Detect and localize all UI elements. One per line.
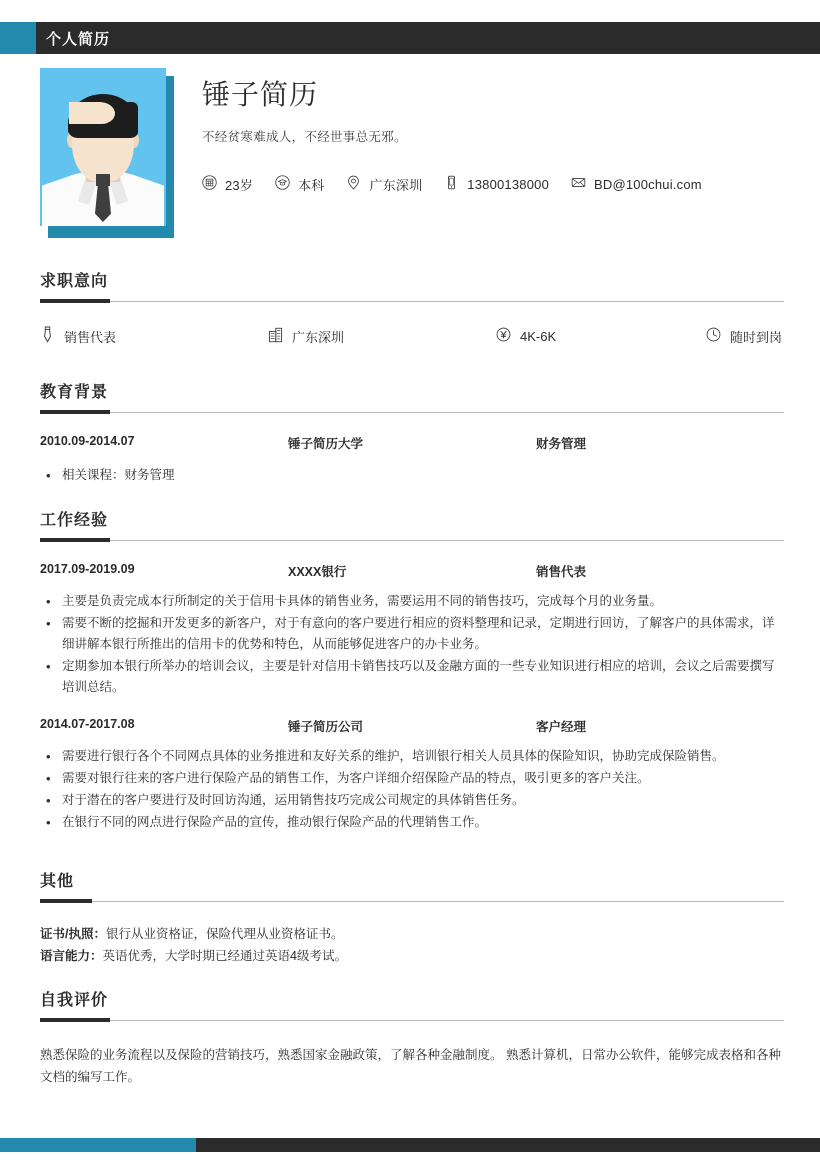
entry-org: 锤子简历公司 bbox=[288, 720, 364, 734]
section-title: 教育背景 bbox=[40, 384, 109, 401]
list-item: • 对于潜在的客户要进行及时回访沟通，运用销售技巧完成公司规定的具体销售任务。 bbox=[40, 790, 784, 811]
section-header bbox=[40, 511, 784, 541]
contact-email bbox=[571, 175, 702, 193]
section-rule-accent bbox=[40, 299, 110, 303]
section-header bbox=[40, 872, 784, 902]
footer-bar bbox=[0, 1138, 820, 1152]
section-education bbox=[40, 383, 784, 487]
education-icon bbox=[275, 175, 290, 193]
section-rule bbox=[40, 540, 784, 541]
entry-bullets bbox=[40, 746, 784, 833]
intent-city bbox=[268, 327, 496, 346]
contact-age-text: 23岁 bbox=[225, 177, 254, 193]
other-line-value: 银行从业资格证，保险代理从业资格证书。 bbox=[105, 927, 344, 941]
footer-accent-block bbox=[0, 1138, 196, 1152]
other-line-key: 语言能力： bbox=[40, 949, 103, 963]
contact-row bbox=[202, 175, 724, 194]
clock-icon bbox=[706, 327, 721, 345]
contact-phone bbox=[444, 175, 549, 193]
section-self-evaluation bbox=[40, 991, 784, 1088]
avatar-hair-sweep bbox=[69, 102, 115, 124]
entry-bullets bbox=[40, 465, 784, 486]
top-banner bbox=[0, 22, 820, 54]
section-rule bbox=[40, 901, 784, 902]
list-item: • 在银行不同的网点进行保险产品的宣传，推动银行保险产品的代理销售工作。 bbox=[40, 812, 784, 833]
contact-location bbox=[346, 175, 422, 194]
entry-org: XXXX银行 bbox=[288, 565, 347, 579]
contact-email-text: BD@100chui.com bbox=[594, 176, 702, 192]
section-header bbox=[40, 383, 784, 413]
section-rule-accent bbox=[40, 1018, 110, 1022]
tie-icon bbox=[40, 326, 55, 346]
section-rule-accent bbox=[40, 899, 92, 903]
contact-education-text: 本科 bbox=[298, 177, 325, 193]
applicant-motto: 不经贫寒难成人，不经世事总无邪。 bbox=[202, 129, 407, 144]
entry-date: 2010.09-2014.07 bbox=[40, 434, 135, 448]
entry-role: 销售代表 bbox=[536, 565, 587, 579]
section-header bbox=[40, 272, 784, 302]
list-item: • 定期参加本银行所举办的培训会议，主要是针对信用卡销售技巧以及金融方面的一些专业知识进行相应的培训，会议之后需要撰写培训总结。 bbox=[40, 656, 784, 698]
other-lines bbox=[40, 923, 784, 967]
building-icon bbox=[268, 327, 283, 346]
contact-location-text: 广东深圳 bbox=[369, 177, 423, 193]
avatar bbox=[40, 68, 170, 234]
section-rule-accent bbox=[40, 538, 110, 542]
section-work-experience bbox=[40, 511, 784, 834]
footer-dark-block bbox=[196, 1138, 820, 1152]
education-entry bbox=[40, 434, 784, 486]
intent-position bbox=[40, 326, 268, 346]
entry-date: 2014.07-2017.08 bbox=[40, 717, 135, 731]
list-item: • 需要不断的挖掘和开发更多的新客户，对于有意向的客户要进行相应的资料整理和记录，定期进行回访，了解客户的具体需求，详细讲解本银行所推出的信用卡的优势和特色，从而能够促进客户的办卡业务。 bbox=[40, 613, 784, 655]
section-rule bbox=[40, 412, 784, 413]
contact-phone-text: 13800138000 bbox=[467, 176, 550, 192]
section-job-intention bbox=[40, 272, 784, 346]
section-title: 自我评价 bbox=[40, 992, 109, 1009]
envelope-icon bbox=[571, 175, 586, 193]
identity-block bbox=[0, 68, 820, 234]
banner-accent-block bbox=[0, 22, 36, 54]
yen-icon bbox=[496, 327, 511, 345]
section-rule bbox=[40, 1020, 784, 1021]
list-item: • 需要进行银行各个不同网点具体的业务推进和友好关系的维护，培训银行相关人员具体的保险知识，协助完成保险销售。 bbox=[40, 746, 784, 767]
section-rule bbox=[40, 301, 784, 302]
section-rule-accent bbox=[40, 410, 110, 414]
list-item: • 相关课程：财务管理 bbox=[40, 465, 784, 486]
section-title: 求职意向 bbox=[40, 273, 109, 290]
banner-bar bbox=[36, 22, 820, 54]
list-item: • 需要对银行往来的客户进行保险产品的销售工作，为客户详细介绍保险产品的特点，吸引更多的客户关注。 bbox=[40, 768, 784, 789]
entry-org: 锤子简历大学 bbox=[288, 437, 364, 451]
section-other bbox=[40, 872, 784, 967]
applicant-name: 锤子简历 bbox=[202, 79, 319, 110]
entry-header bbox=[40, 717, 784, 735]
self-evaluation-text: 熟悉保险的业务流程以及保险的营销技巧，熟悉国家金融政策，了解各种金融制度。 熟悉计算机，日常办公软件，能够完成表格和各种文档的编写工作。 bbox=[40, 1048, 781, 1084]
other-line bbox=[40, 923, 784, 945]
entry-role: 客户经理 bbox=[536, 720, 587, 734]
avatar-photo bbox=[40, 68, 166, 226]
entry-date: 2017.09-2019.09 bbox=[40, 562, 135, 576]
intent-position-text: 销售代表 bbox=[64, 329, 117, 345]
intent-availability bbox=[706, 327, 782, 346]
location-pin-icon bbox=[346, 175, 361, 193]
work-entry bbox=[40, 562, 784, 698]
other-line-key: 证书/执照： bbox=[40, 927, 106, 941]
contact-education bbox=[275, 175, 324, 194]
entry-header bbox=[40, 434, 784, 452]
other-line bbox=[40, 945, 784, 967]
job-intention-row bbox=[40, 326, 784, 346]
entry-role: 财务管理 bbox=[536, 437, 587, 451]
identity-text bbox=[202, 68, 724, 234]
list-item: • 主要是负责完成本行所制定的关于信用卡具体的销售业务，需要运用不同的销售技巧，完成每个月的业务量。 bbox=[40, 591, 784, 612]
work-entry bbox=[40, 717, 784, 833]
section-title: 其他 bbox=[40, 873, 75, 890]
other-line-value: 英语优秀，大学时期已经通过英语4级考试。 bbox=[102, 949, 347, 963]
intent-salary bbox=[496, 327, 706, 345]
entry-header bbox=[40, 562, 784, 580]
calendar-icon bbox=[202, 175, 217, 193]
page-title: 个人简历 bbox=[46, 30, 111, 48]
intent-city-text: 广东深圳 bbox=[292, 329, 345, 345]
entry-bullets bbox=[40, 591, 784, 698]
phone-icon bbox=[444, 175, 459, 193]
intent-availability-text: 随时到岗 bbox=[730, 329, 783, 345]
intent-salary-text: 4K-6K bbox=[520, 328, 557, 344]
section-header bbox=[40, 991, 784, 1021]
section-title: 工作经验 bbox=[40, 512, 109, 529]
avatar-hair-side bbox=[126, 102, 138, 132]
contact-age bbox=[202, 175, 253, 194]
